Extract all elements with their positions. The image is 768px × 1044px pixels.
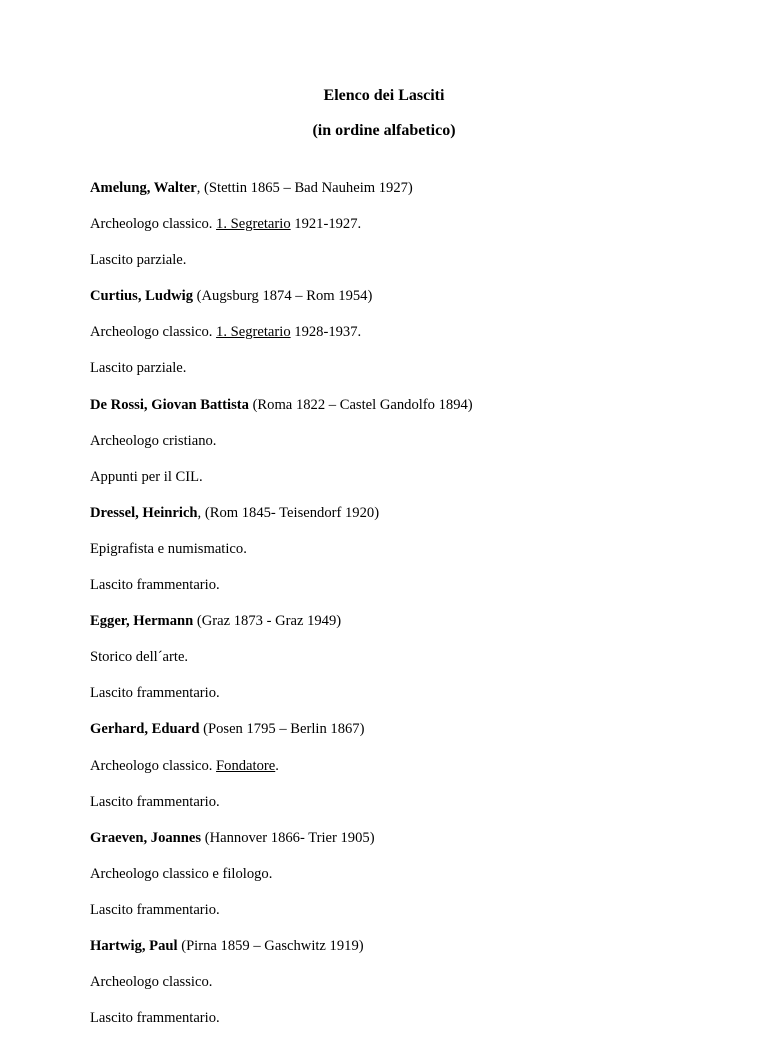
- entry-note: Lascito parziale.: [90, 252, 187, 269]
- entry-note: Lascito frammentario.: [90, 901, 220, 918]
- entry-role: Archeologo cristiano.: [90, 432, 217, 449]
- entry-details: (Posen 1795 – Berlin 1867): [199, 721, 365, 738]
- entry-role: [90, 756, 730, 792]
- entry-heading: [90, 611, 730, 647]
- entry-heading: [90, 286, 730, 322]
- entry-details: , (Rom 1845- Teisendorf 1920): [197, 504, 380, 521]
- entry-name: Gerhard, Eduard: [90, 721, 200, 738]
- entry-role: Storico dell´arte.: [90, 649, 189, 666]
- entry-heading: [90, 503, 730, 539]
- document-subtitle: (in ordine alfabetico): [312, 122, 456, 139]
- entry-role: Epigrafista e numismatico.: [90, 540, 247, 557]
- bequest-list: [90, 178, 730, 1044]
- entry-note: Lascito frammentario.: [90, 1010, 220, 1027]
- entry-role-text: Archeologo classico.: [90, 757, 217, 774]
- entry-role-after: .: [275, 757, 279, 774]
- entry-details: (Roma 1822 – Castel Gandolfo 1894): [248, 396, 473, 413]
- document-title: Elenco dei Lasciti: [323, 87, 445, 104]
- entry-name: Curtius, Ludwig: [90, 288, 193, 305]
- entry-name: Graeven, Joannes: [90, 829, 202, 846]
- entry-name: De Rossi, Giovan Battista: [90, 396, 249, 413]
- entry-note: Lascito frammentario.: [90, 793, 220, 810]
- entry-details: (Graz 1873 - Graz 1949): [193, 613, 342, 630]
- entry-details: (Pirna 1859 – Gaschwitz 1919): [177, 937, 364, 954]
- entry-role-after: 1921-1927.: [290, 216, 362, 233]
- entry-role: [90, 214, 730, 250]
- entry-details: (Hannover 1866- Trier 1905): [201, 829, 375, 846]
- entry-heading: [90, 395, 730, 431]
- entry-note: Appunti per il CIL.: [90, 468, 203, 485]
- entry-note: Lascito frammentario.: [90, 577, 220, 594]
- entry-heading: [90, 719, 730, 755]
- entry-name: Egger, Hermann: [90, 613, 194, 630]
- entry-role: [90, 322, 730, 358]
- entry-role: Archeologo classico e filologo.: [90, 865, 273, 882]
- entry-name: Dressel, Heinrich: [90, 504, 198, 521]
- entry-details: , (Stettin 1865 – Bad Nauheim 1927): [196, 180, 413, 196]
- entry-role: Archeologo classico.: [90, 974, 213, 991]
- entry-role-title: Fondatore: [216, 757, 276, 774]
- entry-heading: [90, 828, 730, 864]
- entry-heading: [90, 936, 730, 972]
- entry-role-text: Archeologo classico.: [90, 216, 217, 233]
- entry-details: (Augsburg 1874 – Rom 1954): [193, 288, 373, 305]
- entry-note: Lascito frammentario.: [90, 685, 220, 702]
- entry-note: Lascito parziale.: [90, 360, 187, 377]
- entry-role-title: 1. Segretario: [216, 324, 291, 341]
- entry-name: Hartwig, Paul: [90, 937, 178, 954]
- entry-role-text: Archeologo classico.: [90, 324, 217, 341]
- entry-name: Amelung, Walter: [90, 180, 197, 196]
- entry-role-after: 1928-1937.: [290, 324, 362, 341]
- entry-heading: [90, 178, 730, 214]
- entry-role-title: 1. Segretario: [216, 216, 291, 233]
